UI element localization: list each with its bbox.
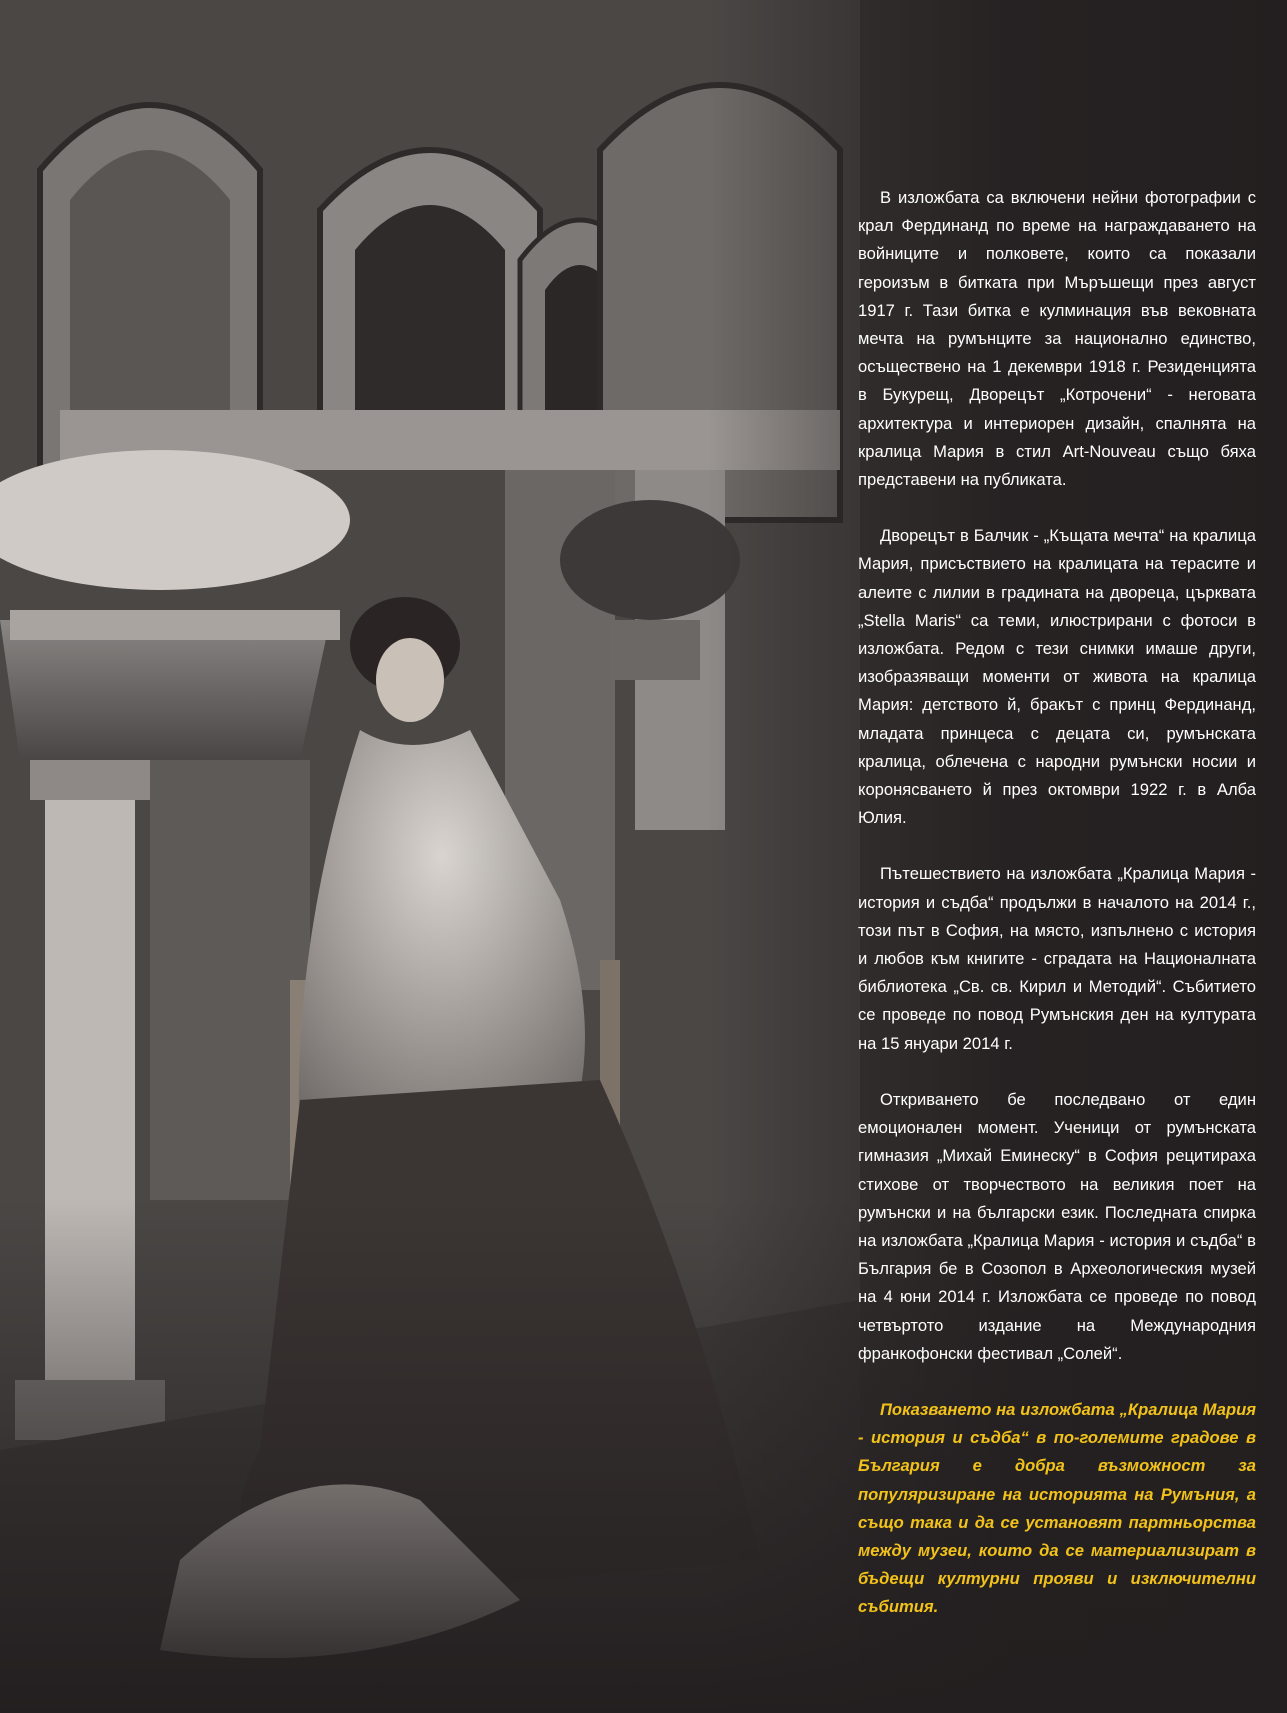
article-text [858, 184, 1256, 1622]
paragraph-2: Дворецът в Балчик - „Къщата мечта“ на кралица Мария, присъствието на кралицата на терасите и алеите с лилии в градината на двореца, църквата „Stella Maris“ са теми, илюстрирани с фотоси в изложбата. Редом с тези снимки имаше други, изобразяващи моменти от живота на кралица Мария: детството й, бракът с принц Фердинанд, младата принцеса с децата си, румънската кралица, облечена с народни румънски носии и коронясването й през октомври 1922 г. в Алба Юлия. [858, 526, 1256, 828]
paragraph-3: Пътешествието на изложбата „Кралица Мария - история и съдба“ продължи в началото на 2014 г., този път в София, на място, изпълнено с история и любов към книгите - сградата на Националната библиотека „Св. св. Кирил и Методий“. Събитието се проведе по повод Румънския ден на културата на 15 януари 2014 г. [858, 864, 1256, 1053]
highlight-paragraph: Показването на изложбата „Кралица Мария - история и съдба“ в по-големите градове в България е добра възможност за популяризиране на историята на Румъния, а също така и да се установят партньорства между музеи, които да се материализират в бъдещи културни прояви и изключителни събития. [858, 1399, 1256, 1617]
paragraph-4: Откриването бе последвано от един емоционален момент. Ученици от румънската гимназия „Михай Еминеску“ в София рецитираха стихове от творчеството на великия поет на румънски и на български език. Последната спирка на изложбата „Кралица Мария - история и съдба“ в България бе в Созопол в Археологическия музей на 4 юни 2014 г. Изложбата се проведе по повод четвъртото издание на Международния франкофонски фестивал „Солей“. [858, 1089, 1256, 1363]
paragraph-1: В изложбата са включени нейни фотографии с крал Фердинанд по време на награждаването на войниците и полковете, които са показали героизъм в битката при Мъръшещи през август 1917 г. Тази битка е кулминация във вековната мечта на румънците за национално единство, осъществено на 1 декември 1918 г. Резиденцията в Букурещ, Дворецът „Котрочени“ - неговата архитектура и интериорен дизайн, спалнята на кралица Мария в стил Art-Nouveau също бяха представени на публиката. [858, 188, 1256, 490]
